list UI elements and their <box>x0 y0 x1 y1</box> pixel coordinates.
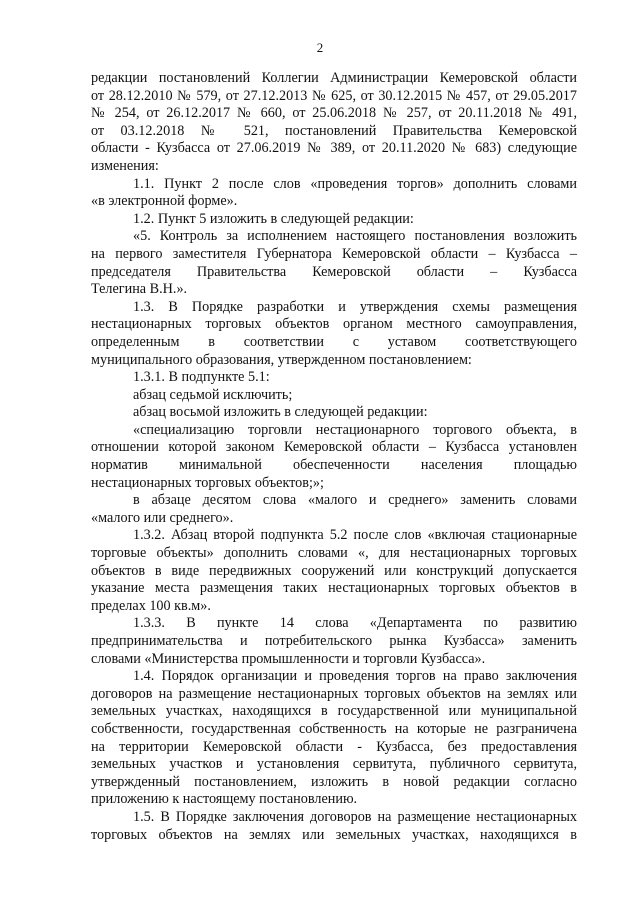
text-line: «в электронной форме». <box>91 193 238 210</box>
text-line: «специализацию торговли нестационарного торгового объекта, в <box>133 421 577 438</box>
text-line: № 254, от 26.12.2017 № 660, от 25.06.2018 № 257, от 20.11.2018 № 491, <box>91 105 577 122</box>
text-line: муниципального образования, утвержденном постановлением: <box>91 351 472 368</box>
text-line: объектов в виде передвижных сооружений или конструкций допускается <box>91 562 577 579</box>
text-line: торговые объекты» дополнить словами «, для нестационарных торговых <box>91 545 577 562</box>
text-line: в абзаце десятом слова «малого и среднего» заменить словами <box>133 492 577 509</box>
text-line: редакции постановлений Коллегии Администрации Кемеровской области <box>91 70 577 86</box>
text-line: Телегина В.Н.». <box>91 281 188 298</box>
text-line: 1.3.3. В пункте 14 слова «Департамента по развитию <box>133 615 577 632</box>
text-line: абзац восьмой изложить в следующей редакции: <box>133 404 428 421</box>
text-line: от 28.12.2010 № 579, от 27.12.2013 № 625, от 30.12.2015 № 457, от 29.05.2017 <box>91 87 577 104</box>
text-line: 1.3. В Порядке разработки и утверждения схемы размещения <box>133 298 577 315</box>
text-line: на первого заместителя Губернатора Кемеровской области – Кузбасса – <box>91 245 577 262</box>
page-number: 2 <box>316 40 324 55</box>
text-line: норматив минимальной обеспеченности населения площадью <box>91 457 577 474</box>
text-line: 1.4. Порядок организации и проведения торгов на право заключения <box>133 668 577 685</box>
text-line: словами «Министерства промышленности и торговли Кузбасса». <box>91 650 486 667</box>
text-line: на территории Кемеровской области - Кузбасса, без предоставления <box>91 738 577 755</box>
text-line: утвержденный постановлением, изложить в новой редакции согласно <box>91 773 577 790</box>
text-line: изменения: <box>91 157 159 174</box>
text-line: предпринимательства и потребительского рынка Кузбасса» заменить <box>91 633 577 649</box>
text-line: земельных участках, находящихся в государственной или муниципальной <box>91 703 577 720</box>
text-line: отношении которой законом Кемеровской области – Кузбасса установлен <box>91 439 577 456</box>
text-line: указание места размещения таких нестационарных торговых объектов в <box>91 580 577 597</box>
text-line: 1.5. В Порядке заключения договоров на размещение нестационарных <box>133 808 577 825</box>
document-body <box>91 70 577 844</box>
text-line: нестационарных торговых объектов;»; <box>91 474 324 491</box>
text-line: собственности, государственная собственность на которые не разграничена <box>91 720 577 737</box>
text-line: договоров на размещение нестационарных торговых объектов на землях или <box>91 685 577 702</box>
text-line: 1.1. Пункт 2 после слов «проведения торгов» дополнить словами <box>133 175 577 192</box>
text-line: председателя Правительства Кемеровской области – Кузбасса <box>91 263 577 280</box>
text-line: нестационарных торговых объектов органом местного самоуправления, <box>91 316 577 333</box>
text-line: пределах 100 кв.м». <box>91 597 211 614</box>
text-line: «5. Контроль за исполнением настоящего постановления возложить <box>133 228 577 245</box>
text-line: абзац седьмой исключить; <box>133 386 293 403</box>
text-line: 1.3.1. В подпункте 5.1: <box>133 369 270 386</box>
text-line: 1.3.2. Абзац второй подпункта 5.2 после слов «включая стационарные <box>133 527 577 544</box>
text-line: от 03.12.2018 № 521, постановлений Правительства Кемеровской <box>91 122 577 139</box>
text-line: определенным в соответствии с уставом соответствующего <box>91 333 577 350</box>
text-line: 1.2. Пункт 5 изложить в следующей редакции: <box>133 210 414 227</box>
text-line: области - Кузбасса от 27.06.2019 № 389, от 20.11.2020 № 683) следующие <box>91 140 577 157</box>
text-line: торговых объектов на землях или земельных участках, находящихся в <box>91 826 577 843</box>
text-line: приложению к настоящему постановлению. <box>91 791 358 808</box>
text-line: земельных участков и установления сервитута, публичного сервитута, <box>91 756 577 773</box>
text-line: «малого или среднего». <box>91 509 234 526</box>
